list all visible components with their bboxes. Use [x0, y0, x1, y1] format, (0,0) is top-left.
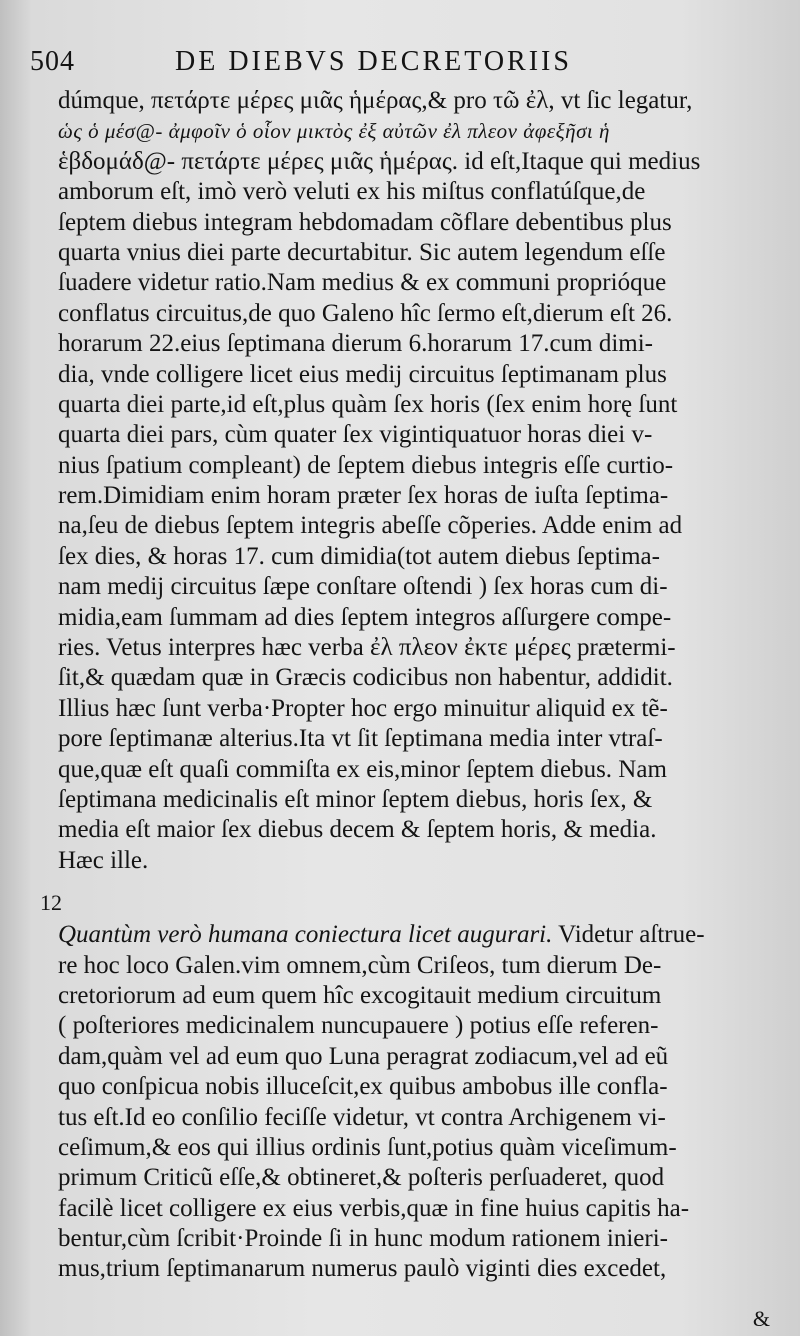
text-line: ἑβδομάδ@- πετάρτε μέρες μιᾶς ἡμέρας. id eſt,Itaque qui medius: [58, 147, 701, 175]
text-line: dia, vnde colligere licet eius medij circuitus ſeptimanam plus: [58, 360, 667, 388]
text-line: bentur,cùm ſcribit·Proinde ſi in hunc modum rationem inieri-: [58, 1225, 668, 1253]
text-line: nius ſpatium compleant) de ſeptem diebus integris eſſe curtio-: [58, 451, 674, 479]
text-line: quarta diei pars, cùm quater ſex vigintiquatuor horas diei v-: [58, 421, 653, 449]
text-line: Illius hæc ſunt verba·Propter hoc ergo minuitur aliquid ex tẽ-: [58, 694, 668, 722]
margin-note: 12: [40, 890, 62, 915]
text-line: quo conſpicua nobis illuceſcit,ex quibus ambobus ille confla-: [58, 1073, 668, 1101]
text-line: ceſimum,& eos qui illius ordinis ſunt,potius quàm viceſimum-: [58, 1133, 677, 1161]
text-line: dam,quàm vel ad eum quo Luna peragrat zodiacum,vel ad eũ: [58, 1042, 669, 1070]
page-header: [30, 46, 770, 86]
commentary-lemma-line: [58, 920, 768, 950]
text-line: ſit,& quædam quæ in Græcis codicibus non habentur, addidit.: [58, 664, 673, 692]
text-line: ries. Vetus interpres hæc verba ἐλ πλεον ἐκτε μέρες prætermi-: [58, 634, 676, 662]
paragraph-gap: [58, 876, 768, 920]
text-line: midia,eam ſummam ad dies ſeptem integros aſſurgere compe-: [58, 603, 672, 631]
text-line: mus,trium ſeptimanarum numerus paulò viginti dies excedet,: [58, 1255, 667, 1283]
text-line: re hoc loco Galen.vim omnem,cùm Criſeos, tum dierum De-: [58, 951, 662, 979]
text-line: ( poſteriores medicinalem nuncupauere ) potius eſſe referen-: [58, 1012, 659, 1040]
text-line: ſeptimana medicinalis eſt minor ſeptem diebus, horis ſex, &: [58, 785, 653, 813]
text-line: quarta diei parte,id eſt,plus quàm ſex horis (ſex enim horę ſunt: [58, 390, 678, 418]
text-line: primum Criticũ eſſe,& obtineret,& poſteris perſuaderet, quod: [58, 1164, 665, 1192]
commentary-lemma: Quantùm verò humana coniectura licet augurari.: [58, 921, 553, 949]
text-line: rem.Dimidiam enim horam præter ſex horas de iuſta ſeptima-: [58, 482, 669, 510]
text-line: facilè licet colligere ex eius verbis,quæ in fine huius capitis ha-: [58, 1194, 690, 1222]
text-line: horarum 22.eius ſeptimana dierum 6.horarum 17.cum dimi-: [58, 330, 653, 358]
text-line: ſex dies, & horas 17. cum dimidia(tot autem diebus ſeptima-: [58, 542, 660, 570]
text-line: Hæc ille.: [58, 846, 149, 874]
text-line: conflatus circuitus,de quo Galeno hîc ſermo eſt,dierum eſt 26.: [58, 299, 673, 327]
text-line: nam medij circuitus ſæpe conſtare oſtendi ) ſex horas cum di-: [58, 573, 668, 601]
text-line: na,ſeu de diebus ſeptem integris abeſſe cõperies. Adde enim ad: [58, 512, 683, 540]
page-number: 504: [30, 46, 75, 77]
text-line: ſuadere videtur ratio.Nam medius & ex communi proprióque: [58, 269, 667, 297]
body-text: [58, 86, 768, 1285]
text-line: tus eſt.Id eo conſilio feciſſe videtur, vt contra Archigenem vi-: [58, 1103, 666, 1131]
text-line: media eſt maior ſex diebus decem & ſeptem horis, & media.: [58, 816, 657, 844]
text-line: ὡς ὁ μέσ@- ἀμφοῖν ὁ οἷον μικτὸς ἐξ αὐτῶν ἐλ πλεον ἀφεξῆσι ἡ: [58, 119, 610, 144]
text-line: ſeptem diebus integram hebdomadam cõflare debentibus plus: [58, 208, 672, 236]
running-head: DE DIEBVS DECRETORIIS: [175, 46, 572, 77]
text-line: que,quæ eſt quaſi commiſta ex eis,minor ſeptem diebus. Nam: [58, 755, 667, 783]
text-line: quarta vnius diei parte decurtabitur. Sic autem legendum eſſe: [58, 238, 666, 266]
lemma-line-rest: Videtur aſtrue-: [552, 921, 705, 949]
text-line: amborum eſt, imò verò veluti ex his miſtus conflatúſque,de: [58, 178, 646, 206]
catchword: &: [752, 1306, 770, 1331]
text-line: dúmque, πετάρτε μέρες μιᾶς ἡμέρας,& pro τῶ ἐλ, vt ſic legatur,: [58, 87, 693, 114]
text-line: pore ſeptimanæ alterius.Ita vt ſit ſeptimana media inter vtraſ-: [58, 725, 663, 753]
text-line: cretoriorum ad eum quem hîc excogitauit medium circuitum: [58, 981, 662, 1009]
